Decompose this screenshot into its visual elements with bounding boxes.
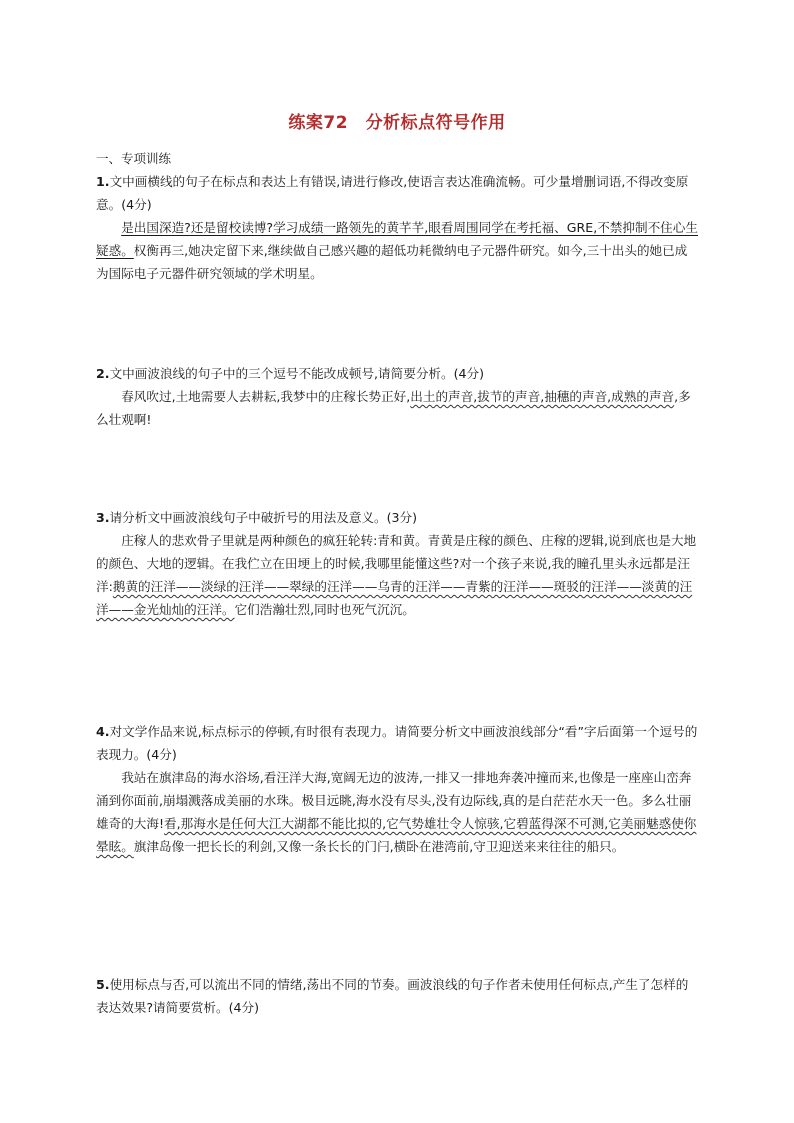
question-passage <box>96 216 698 285</box>
question-text: 对文学作品来说,标点标示的停顿,有时很有表现力。请简要分析文中画波浪线部分“看”字后面第一个逗号的表现力。(4分) <box>96 724 698 762</box>
underlined-sentence: 是出国深造?还是留校读博?学习成绩一路领先的黄芊芊,眼看周围同学在考托福、GRE,不禁抑制不住心生疑惑。 <box>96 220 698 258</box>
question-5 <box>96 973 698 1019</box>
wavy-underlined-sentence: 看,那海水是任何大江大湖都不能比拟的,它气势雄壮令人惊骇,它碧蓝得深不可测,它美丽魅惑使你晕眩。 <box>96 816 697 854</box>
question-passage <box>96 385 698 431</box>
question-number: 4. <box>96 724 110 739</box>
question-text: 文中画波浪线的句子中的三个逗号不能改成顿号,请简要分析。(4分) <box>109 366 485 381</box>
question-text: 请分析文中画波浪线句子中破折号的用法及意义。(3分) <box>109 510 418 525</box>
question-prompt <box>96 720 698 766</box>
question-number: 2. <box>96 366 110 381</box>
question-2 <box>96 362 698 431</box>
question-1 <box>96 170 698 285</box>
question-text: 使用标点与否,可以流出不同的情绪,荡出不同的节奏。画波浪线的句子作者未使用任何标点,产生了怎样的表达效果?请简要赏析。(4分) <box>96 977 689 1015</box>
question-prompt <box>96 362 698 385</box>
passage-text: 我站在旗津岛的海水浴场,看汪洋大海,宽阔无边的波涛,一排又一排地奔袭冲撞而来,也像是一座座山峦奔涌到你面前,崩塌溅落成美丽的水珠。极目远眺,海水没有尽头,没有边际线,真的是白茫茫水天一色。多么壮丽雄奇的大海! <box>96 770 692 831</box>
question-number: 1. <box>96 174 110 189</box>
question-prompt <box>96 170 698 216</box>
passage-text: 庄稼人的悲欢骨子里就是两种颜色的疯狂轮转:青和黄。青黄是庄稼的颜色、庄稼的逻辑,说到底也是大地的颜色、大地的逻辑。在我伫立在田埂上的时候,我哪里能懂这些?对一个孩子来说,我的瞳孔里头永远都是汪洋: <box>96 533 697 594</box>
question-text: 文中画横线的句子在标点和表达上有错误,请进行修改,使语言表达准确流畅。可少量增删词语,不得改变原意。(4分) <box>96 174 689 212</box>
question-prompt <box>96 973 698 1019</box>
passage-text: 权衡再三,她决定留下来,继续做自己感兴趣的超低功耗微纳电子元器件研究。如今,三十出头的她已成为国际电子元器件研究领域的学术明星。 <box>96 243 688 281</box>
question-3 <box>96 506 698 621</box>
wavy-underlined-sentence: 出土的声音,拔节的声音,抽穗的声音,成熟的声音 <box>410 389 675 404</box>
section-heading: 一、专项训练 <box>96 151 172 166</box>
question-prompt <box>96 506 698 529</box>
wavy-underlined-sentence: 鹅黄的汪洋——淡绿的汪洋——翠绿的汪洋——乌青的汪洋——青紫的汪洋——斑驳的汪洋——淡黄的汪洋——金光灿灿的汪洋。 <box>96 579 693 617</box>
page-title: 练案72 分析标点符号作用 <box>288 113 506 133</box>
passage-text: 旗津岛像一把长长的利剑,又像一条长长的门闩,横卧在港湾前,守卫迎送来来往往的船只。 <box>133 839 625 854</box>
question-number: 3. <box>96 510 110 525</box>
question-number: 5. <box>96 977 110 992</box>
question-passage <box>96 766 698 858</box>
passage-text: 春风吹过,土地需要人去耕耘,我梦中的庄稼长势正好, <box>121 389 411 404</box>
passage-text: ,多么壮观啊! <box>96 389 691 427</box>
question-4 <box>96 720 698 858</box>
passage-text: 它们浩瀚壮烈,同时也死气沉沉。 <box>234 602 415 617</box>
question-passage <box>96 529 698 621</box>
